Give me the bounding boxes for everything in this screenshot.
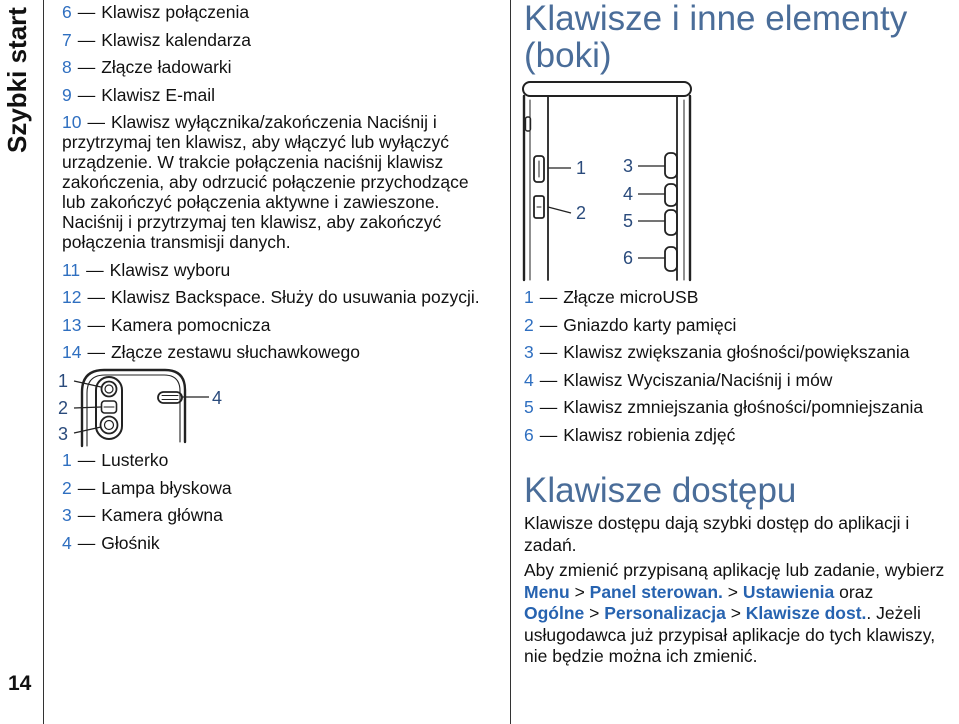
back-part-item-dash: —: [77, 505, 96, 525]
side-key-item: [524, 315, 923, 335]
side-key-item-dash: —: [539, 287, 558, 307]
key-item: [62, 260, 480, 280]
key-item-dash: —: [86, 259, 104, 280]
callout-number: 4: [623, 184, 634, 204]
key-item-text: urządzenie. W trakcie połączenia naciśnij klawisz: [62, 152, 444, 172]
key-item-number: 6: [62, 2, 72, 22]
side-key-item-dash: —: [539, 314, 558, 335]
key-item-dash: —: [87, 342, 105, 362]
side-key-item-line: [524, 315, 923, 335]
key-item-line: [62, 30, 480, 50]
key-item: [62, 85, 480, 105]
side-key-item-text: Klawisz Wyciszania/Naciśnij i mów: [563, 369, 833, 390]
menu-path-term: Menu: [524, 581, 570, 602]
paragraph-text: >: [725, 603, 746, 623]
section-heading-sides: [524, 0, 907, 74]
paragraph-text: . Jeżeli: [866, 603, 921, 623]
side-key-item-dash: —: [539, 424, 558, 445]
main-camera-lens-icon: [105, 421, 114, 430]
paragraph-line: [524, 582, 944, 604]
back-part-item-number: 1: [62, 450, 72, 470]
sidebar-divider: [43, 0, 44, 724]
side-key-item-text: Złącze microUSB: [563, 287, 699, 307]
key-item: [62, 112, 480, 252]
side-key-item-text: Gniazdo karty pamięci: [563, 314, 737, 335]
paragraph-line: Klawisze dostępu dają szybki dostęp do aplikacji i: [524, 513, 910, 533]
back-part-item-dash: —: [77, 450, 96, 470]
key-item-number: 9: [62, 84, 72, 105]
key-item-text: Klawisz Backspace. Służy do usuwania pozycji.: [110, 287, 480, 307]
back-part-item-dash: —: [77, 532, 96, 553]
back-part-item: [62, 478, 232, 498]
menu-path-term: Ogólne: [524, 603, 585, 623]
main-camera-icon: [101, 417, 118, 434]
paragraph-text: usługodawca już przypisał aplikacje do tych klawiszy,: [524, 624, 936, 645]
key-item: [62, 30, 480, 50]
side-key-list: [524, 287, 923, 452]
paragraph-line: [524, 560, 944, 582]
side-key-item-dash: —: [539, 397, 558, 417]
paragraph-text: >: [569, 581, 590, 602]
side-key-item: [524, 397, 923, 417]
callout-number: 6: [623, 248, 634, 268]
side-key-item-line: [524, 397, 923, 417]
paragraph-text: nie będzie można ich zmienić.: [524, 646, 758, 666]
phone-sides-diagram: [515, 78, 705, 282]
phone-top-edge: [523, 82, 691, 96]
side-key-item-line: [524, 342, 923, 362]
callout-leader: [548, 207, 571, 213]
key-item-number: 13: [62, 314, 82, 335]
paragraph-text: Aby zmienić przypisaną aplikację lub zadanie, wybierz: [524, 560, 945, 580]
key-item-number: 14: [62, 342, 82, 362]
key-item-text: zakończenia, aby odrzucić połączenie przychodzące: [62, 172, 469, 192]
back-part-item-dash: —: [77, 477, 96, 498]
heading-line: Klawisze i inne elementy: [524, 0, 908, 38]
column-divider: [510, 0, 511, 724]
back-part-item-number: 3: [62, 505, 72, 525]
key-description-list: [62, 2, 480, 370]
mirror-inner-icon: [105, 385, 113, 393]
key-item-dash: —: [87, 112, 105, 132]
side-key-item-line: [524, 425, 923, 445]
side-key-item: [524, 287, 923, 307]
section-heading-shortcuts: Klawisze dostępu: [524, 471, 797, 510]
callout-number: 1: [576, 158, 587, 178]
key-item-line: [62, 315, 480, 335]
key-item-line: [62, 287, 480, 307]
key-item-line: [62, 172, 480, 192]
camera-back-list: [62, 450, 232, 560]
key-item-line: [62, 152, 480, 172]
key-item-line: [62, 112, 480, 132]
key-item-line: [62, 85, 480, 105]
side-key-item: [524, 342, 923, 362]
key-item-line: [62, 260, 480, 280]
shortcut-intro-paragraph: [524, 512, 909, 556]
key-item-text: Klawisz wyboru: [109, 259, 231, 280]
key-item-text: przytrzymaj ten klawisz, aby włączyć lub wyłączyć: [62, 132, 450, 152]
key-item-text: lub zakończyć połączenia aktywne i zawieszone.: [62, 192, 440, 212]
side-key-item-number: 6: [524, 424, 534, 445]
heading-line: (boki): [524, 36, 612, 75]
side-key-item-dash: —: [539, 342, 558, 362]
shortcut-instructions-paragraph: [524, 560, 944, 668]
key-item-line: [62, 212, 480, 232]
side-key-item: [524, 370, 923, 390]
back-part-item-text: Kamera główna: [101, 505, 223, 525]
back-part-item: [62, 505, 232, 525]
key-item-dash: —: [87, 287, 105, 307]
callout-number: 2: [576, 203, 587, 223]
side-key-item-line: [524, 370, 923, 390]
back-part-item-line: [62, 478, 232, 498]
side-key-item-text: Klawisz robienia zdjęć: [563, 424, 736, 445]
key-item-text: Klawisz połączenia: [101, 2, 250, 22]
speaker-icon: [158, 392, 182, 403]
key-item-text: Złącze ładowarki: [101, 57, 232, 77]
capture-key-icon: [665, 247, 677, 271]
side-key-item-line: [524, 287, 923, 307]
key-item-dash: —: [77, 57, 96, 77]
paragraph-text: oraz: [834, 581, 874, 602]
back-part-item-text: Lusterko: [101, 450, 169, 470]
phone-back-diagram: [55, 362, 245, 448]
callout-number: 1: [58, 371, 69, 391]
key-item-number: 11: [62, 259, 81, 280]
back-part-item: [62, 533, 232, 553]
back-part-item-line: [62, 450, 232, 470]
key-item-text: Kamera pomocnicza: [110, 314, 271, 335]
key-item-line: [62, 132, 480, 152]
key-item-text: Klawisz E-mail: [101, 84, 216, 105]
key-item: [62, 315, 480, 335]
key-item-text: połączenia transmisji danych.: [62, 232, 291, 252]
key-item: [62, 2, 480, 22]
menu-path-term: Klawisze dost.: [745, 603, 867, 623]
back-part-item: [62, 450, 232, 470]
paragraph-line: [524, 603, 944, 625]
key-item-text: Złącze zestawu słuchawkowego: [110, 342, 360, 362]
mirror-icon: [102, 382, 117, 397]
page-number: 14: [8, 672, 32, 695]
callout-number: 3: [623, 156, 634, 176]
key-item-line: [62, 2, 480, 22]
side-key-item-number: 4: [524, 369, 534, 390]
side-key-item-text: Klawisz zwiększania głośności/powiększania: [563, 342, 910, 362]
key-item-dash: —: [87, 314, 105, 335]
section-title: Szybki start: [2, 7, 32, 153]
side-key-item: [524, 425, 923, 445]
key-item-number: 7: [62, 29, 72, 50]
callout-number: 2: [58, 398, 69, 418]
back-part-item-line: [62, 533, 232, 553]
back-part-item-number: 4: [62, 532, 72, 553]
key-item-line: [62, 232, 480, 252]
key-item: [62, 57, 480, 77]
callout-number: 3: [58, 424, 69, 444]
back-part-item-text: Lampa błyskowa: [101, 477, 232, 498]
paragraph-line: zadań.: [524, 535, 577, 555]
key-item-dash: —: [77, 29, 96, 50]
back-part-item-text: Głośnik: [101, 532, 160, 553]
paragraph-text: >: [722, 581, 743, 602]
menu-path-term: Ustawienia: [742, 581, 835, 602]
key-item-text: Klawisz wyłącznika/zakończenia Naciśnij i: [110, 112, 437, 132]
paragraph-line: [524, 625, 944, 647]
side-key-item-dash: —: [539, 369, 558, 390]
side-key-item-number: 1: [524, 287, 534, 307]
key-item-number: 10: [62, 112, 82, 132]
key-item-dash: —: [77, 2, 96, 22]
callout-number: 5: [623, 211, 634, 231]
key-item: [62, 287, 480, 307]
key-item-line: [62, 342, 480, 362]
volume-down-key-icon: [665, 210, 677, 235]
key-item-text: Naciśnij i przytrzymaj ten klawisz, aby zakończyć: [62, 212, 442, 232]
key-item-number: 12: [62, 287, 82, 307]
side-key-item-text: Klawisz zmniejszania głośności/pomniejszania: [563, 397, 924, 417]
volume-up-key-icon: [665, 153, 677, 178]
paragraph-text: >: [584, 603, 605, 623]
menu-path-term: Panel sterowan.: [589, 581, 723, 602]
side-key-item-number: 3: [524, 342, 534, 362]
callout-number: 4: [212, 388, 223, 408]
side-key-item-number: 5: [524, 397, 534, 417]
key-item: [62, 342, 480, 362]
key-item-text: Klawisz kalendarza: [101, 29, 252, 50]
key-item-dash: —: [77, 84, 96, 105]
side-key-item-number: 2: [524, 314, 534, 335]
paragraph-line: [524, 646, 944, 668]
key-item-number: 8: [62, 57, 72, 77]
key-item-line: [62, 57, 480, 77]
menu-path-term: Personalizacja: [604, 603, 726, 623]
phone-back-outline: [82, 370, 185, 446]
back-part-item-line: [62, 505, 232, 525]
back-part-item-number: 2: [62, 477, 72, 498]
key-item-line: [62, 192, 480, 212]
mute-ptt-key-icon: [665, 184, 677, 206]
